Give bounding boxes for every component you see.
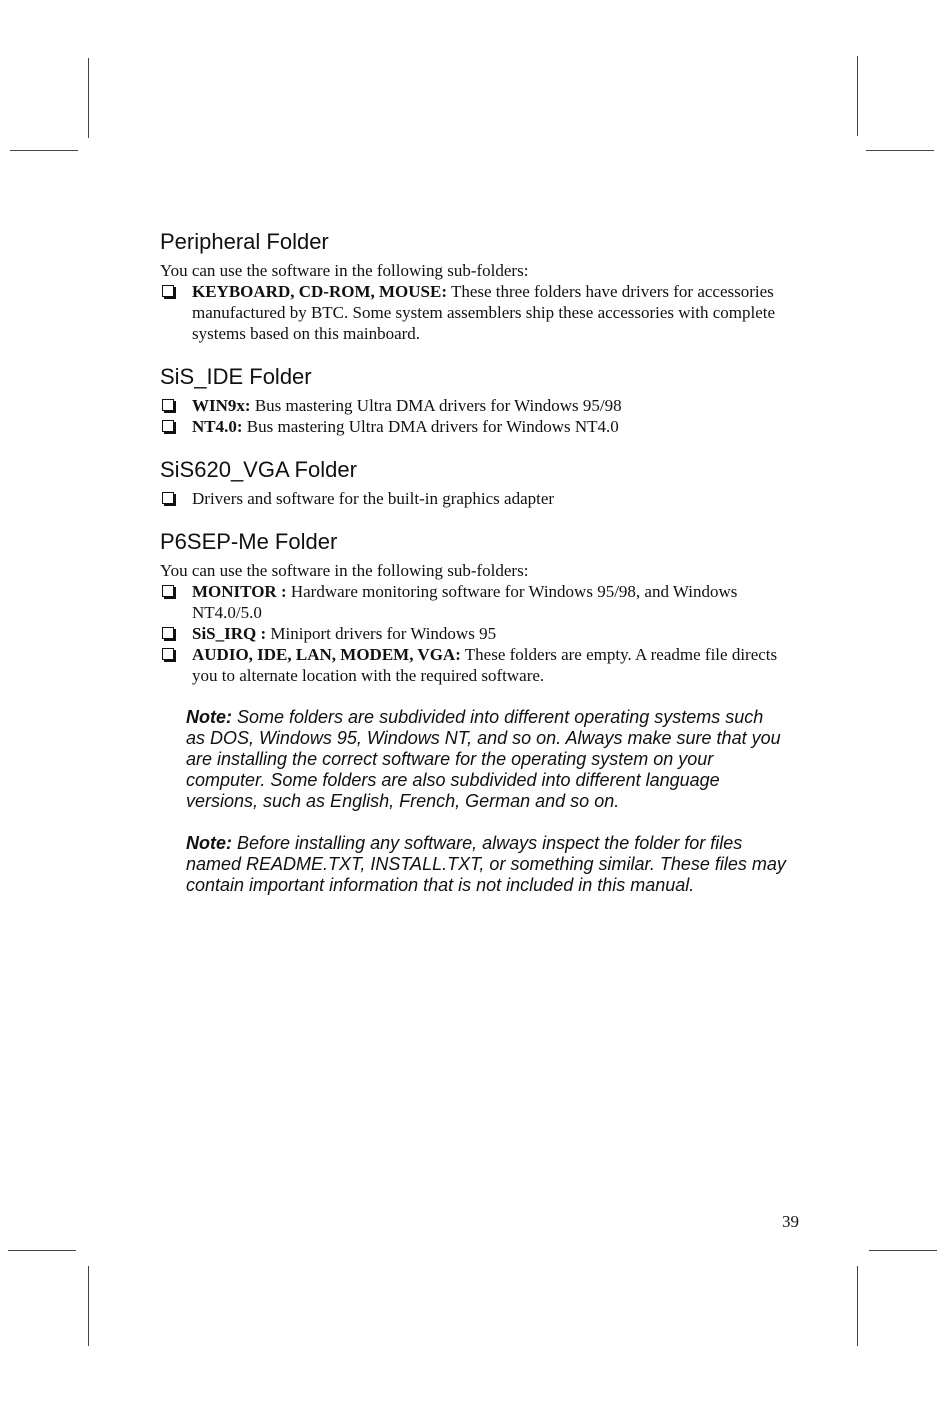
item-label: KEYBOARD, CD-ROM, MOUSE: — [192, 282, 447, 301]
crop-mark-bottom-left-vertical — [88, 1266, 89, 1346]
item-list — [160, 581, 800, 686]
item-text: Miniport drivers for Windows 95 — [266, 624, 497, 643]
item-label: MONITOR : — [192, 582, 287, 601]
checkbox-bullet-icon — [162, 285, 174, 297]
item-list — [160, 395, 800, 437]
checkbox-bullet-icon — [162, 627, 174, 639]
list-item — [160, 395, 800, 416]
section-intro: You can use the software in the following sub-folders: — [160, 261, 529, 280]
crop-mark-top-right-horizontal — [866, 150, 934, 151]
item-list — [160, 281, 800, 344]
page-content — [160, 228, 800, 917]
section-p6sep-me-folder — [160, 528, 800, 686]
section-sis620-vga-folder — [160, 456, 800, 509]
item-text: Bus mastering Ultra DMA drivers for Windows NT4.0 — [242, 417, 619, 436]
item-label: SiS_IRQ : — [192, 624, 267, 643]
item-text: Bus mastering Ultra DMA drivers for Windows 95/98 — [250, 396, 622, 415]
crop-mark-bottom-right-horizontal — [869, 1250, 937, 1251]
section-sis-ide-folder — [160, 363, 800, 437]
list-item — [160, 416, 800, 437]
item-list — [160, 488, 800, 509]
page-number: 39 — [782, 1212, 799, 1231]
section-intro: You can use the software in the following sub-folders: — [160, 561, 529, 580]
item-text: These folders are empty. A readme file directs you to alternate location with the required software. — [192, 645, 778, 685]
list-item — [160, 644, 800, 686]
note-operating-systems — [186, 707, 786, 812]
note-readme-files — [186, 833, 786, 896]
item-label: NT4.0: — [192, 417, 243, 436]
list-item — [160, 581, 800, 623]
item-text: Drivers and software for the built-in graphics adapter — [192, 489, 555, 508]
section-peripheral-folder — [160, 228, 800, 344]
section-title: SiS_IDE Folder — [160, 364, 312, 389]
section-title: P6SEP-Me Folder — [160, 529, 338, 554]
item-label: WIN9x: — [192, 396, 251, 415]
crop-mark-top-right-vertical — [857, 56, 858, 136]
note-text: Before installing any software, always inspect the folder for files named README.TXT, INSTALL.TXT, or something similar. These files may contain important information that is not included in this manual. — [186, 833, 786, 895]
list-item — [160, 281, 800, 344]
section-title: SiS620_VGA Folder — [160, 457, 357, 482]
note-label: Note: — [186, 833, 232, 853]
section-title: Peripheral Folder — [160, 229, 329, 254]
note-label: Note: — [186, 707, 232, 727]
checkbox-bullet-icon — [162, 585, 174, 597]
item-label: AUDIO, IDE, LAN, MODEM, VGA: — [192, 645, 461, 664]
note-text: Some folders are subdivided into different operating systems such as DOS, Windows 95, Windows NT, and so on. Always make sure that you are installing the correct software for the operating system on your computer. Some folders are also subdivided into different language versions, such as English, French, German and so on. — [186, 707, 781, 811]
checkbox-bullet-icon — [162, 492, 174, 504]
crop-mark-bottom-left-horizontal — [8, 1250, 76, 1251]
list-item — [160, 488, 800, 509]
crop-mark-top-left-vertical — [88, 58, 89, 138]
item-text: Hardware monitoring software for Windows 95/98, and Windows NT4.0/5.0 — [192, 582, 738, 622]
item-text: These three folders have drivers for accessories manufactured by BTC. Some system assemblers ship these accessories with complete systems based on this mainboard. — [192, 282, 776, 343]
checkbox-bullet-icon — [162, 420, 174, 432]
checkbox-bullet-icon — [162, 648, 174, 660]
checkbox-bullet-icon — [162, 399, 174, 411]
crop-mark-top-left-horizontal — [10, 150, 78, 151]
list-item — [160, 623, 800, 644]
crop-mark-bottom-right-vertical — [857, 1266, 858, 1346]
